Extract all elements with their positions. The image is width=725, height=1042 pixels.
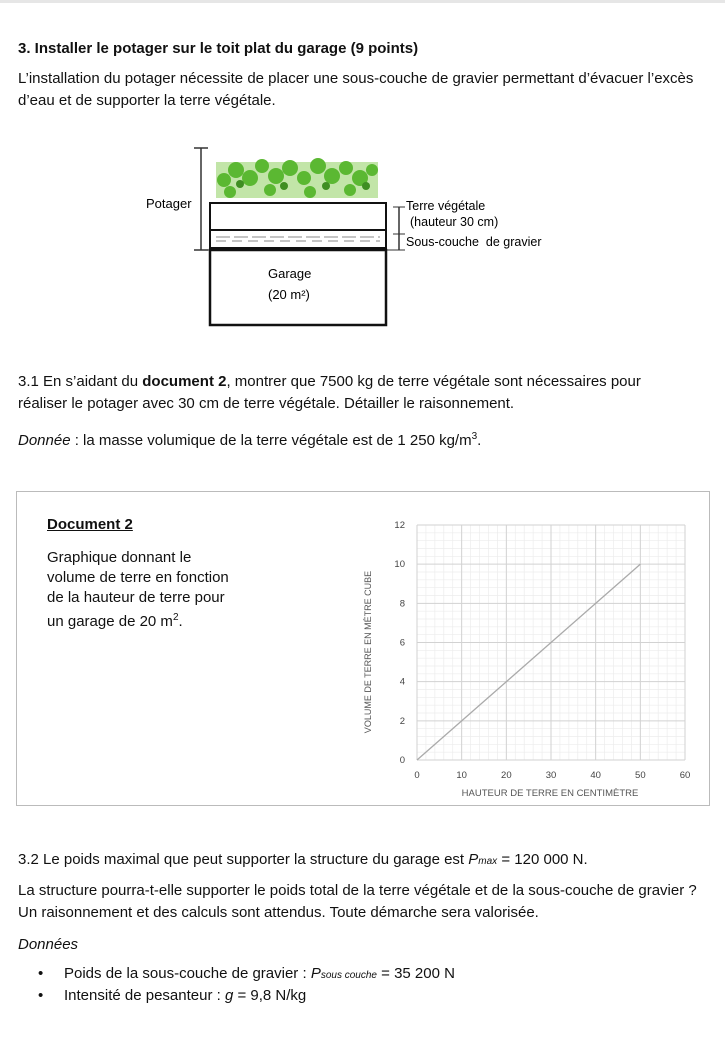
terre-layer: [210, 203, 386, 230]
y-axis-label: VOLUME DE TERRE EN MÈTRE CUBE: [363, 570, 373, 734]
x-tick-label: 40: [590, 770, 601, 781]
q32-p-sub: max: [478, 856, 498, 867]
y-tick-label: 8: [399, 598, 405, 610]
doc-exponent: 2: [172, 612, 179, 623]
q31-line2: réaliser le potager avec 30 cm de terre végétale. Détailler le raisonnement.: [18, 395, 515, 412]
volume-chart: [355, 510, 705, 805]
gravier-layer: [210, 230, 386, 248]
potager-label: Potager: [146, 196, 192, 211]
y-tick-label: 0: [399, 755, 405, 766]
bullet-dot: •: [38, 965, 44, 982]
document-2-description: [47, 548, 229, 632]
q31-text: 3.1 En s’aidant du: [18, 373, 143, 390]
question-3-2: [18, 849, 588, 873]
y-tick-label: 6: [399, 637, 405, 649]
bullet-item: [38, 965, 455, 982]
q31-text-after: , montrer que 7500 kg de terre végétale sont nécessaires pour: [226, 373, 641, 390]
chart-series: [417, 564, 640, 760]
donnee-exponent: 3: [471, 431, 478, 442]
x-tick-label: 10: [456, 770, 467, 781]
doc-line: [47, 608, 229, 632]
garage-label: Garage: [268, 266, 312, 281]
bullet1-p: P: [310, 965, 321, 982]
garage-area-label: (20 m²): [268, 287, 310, 302]
x-axis-label: HAUTEUR DE TERRE EN CENTIMÈTRE: [461, 788, 639, 799]
doc-line: volume de terre en fonction: [47, 569, 229, 586]
q31-bold: document 2: [142, 373, 227, 390]
top-border: [0, 0, 725, 3]
x-tick-label: 60: [679, 770, 691, 781]
bullet1-sub: sous couche: [320, 970, 377, 981]
bullet-item: [38, 987, 306, 1004]
doc-end: .: [178, 613, 183, 630]
document-2-title: Document 2: [47, 516, 133, 533]
q32-p: P: [468, 851, 479, 868]
section-title: 3. Installer le potager sur le toit plat du garage (9 points): [18, 40, 419, 57]
y-tick-label: 12: [394, 520, 405, 531]
plants-illustration: [216, 158, 378, 198]
x-tick-label: 30: [545, 770, 557, 781]
donnee-text: : la masse volumique de la terre végétale est de 1 250 kg/m: [70, 432, 472, 449]
bullet2-text: Intensité de pesanteur :: [64, 987, 225, 1004]
q32-question: La structure pourra-t-elle supporter le poids total de la terre végétale et de la sous-couche de gravier ? Un raisonnement et des calculs sont attendus. Toute démarche sera valorisée.: [18, 882, 697, 921]
terre-label: Terre végétale: [406, 199, 486, 213]
doc-line: de la hauteur de terre pour: [47, 589, 225, 606]
terre-height-label: (hauteur 30 cm): [410, 215, 499, 229]
bullet1-text: Poids de la sous-couche de gravier :: [64, 965, 311, 982]
garage-figure: [140, 140, 600, 335]
y-tick-label: 2: [399, 715, 405, 727]
donnees-label: Données: [18, 936, 79, 953]
q32-text: 3.2 Le poids maximal que peut supporter la structure du garage est: [18, 851, 469, 868]
x-tick-label: 20: [501, 770, 512, 781]
gravier-label: Sous-couche de gravier: [406, 235, 542, 249]
donnee-label: Donnée: [18, 432, 71, 449]
y-tick-label: 4: [399, 676, 405, 688]
question-3-1: [18, 371, 708, 415]
bullet2-g: g: [224, 987, 234, 1004]
bullet2-value: = 9,8 N/kg: [233, 987, 307, 1004]
x-tick-label: 50: [635, 770, 646, 781]
q31-donnee: [18, 426, 481, 452]
series-line: [417, 564, 640, 760]
y-tick-label: 10: [394, 559, 405, 571]
donnee-end: .: [477, 432, 482, 449]
q32-value: = 120 000 N.: [497, 851, 588, 868]
x-tick-label: 0: [414, 770, 420, 781]
section-intro: L’installation du potager nécessite de placer une sous-couche de gravier permettant d’évacuer l’excès d’eau et de supporter la terre végétale.: [18, 70, 694, 109]
bullet1-value: = 35 200 N: [376, 965, 455, 982]
bullet-dot: •: [38, 987, 44, 1004]
doc-last-line: un garage de 20 m: [47, 613, 173, 630]
doc-line: Graphique donnant le: [47, 549, 192, 566]
